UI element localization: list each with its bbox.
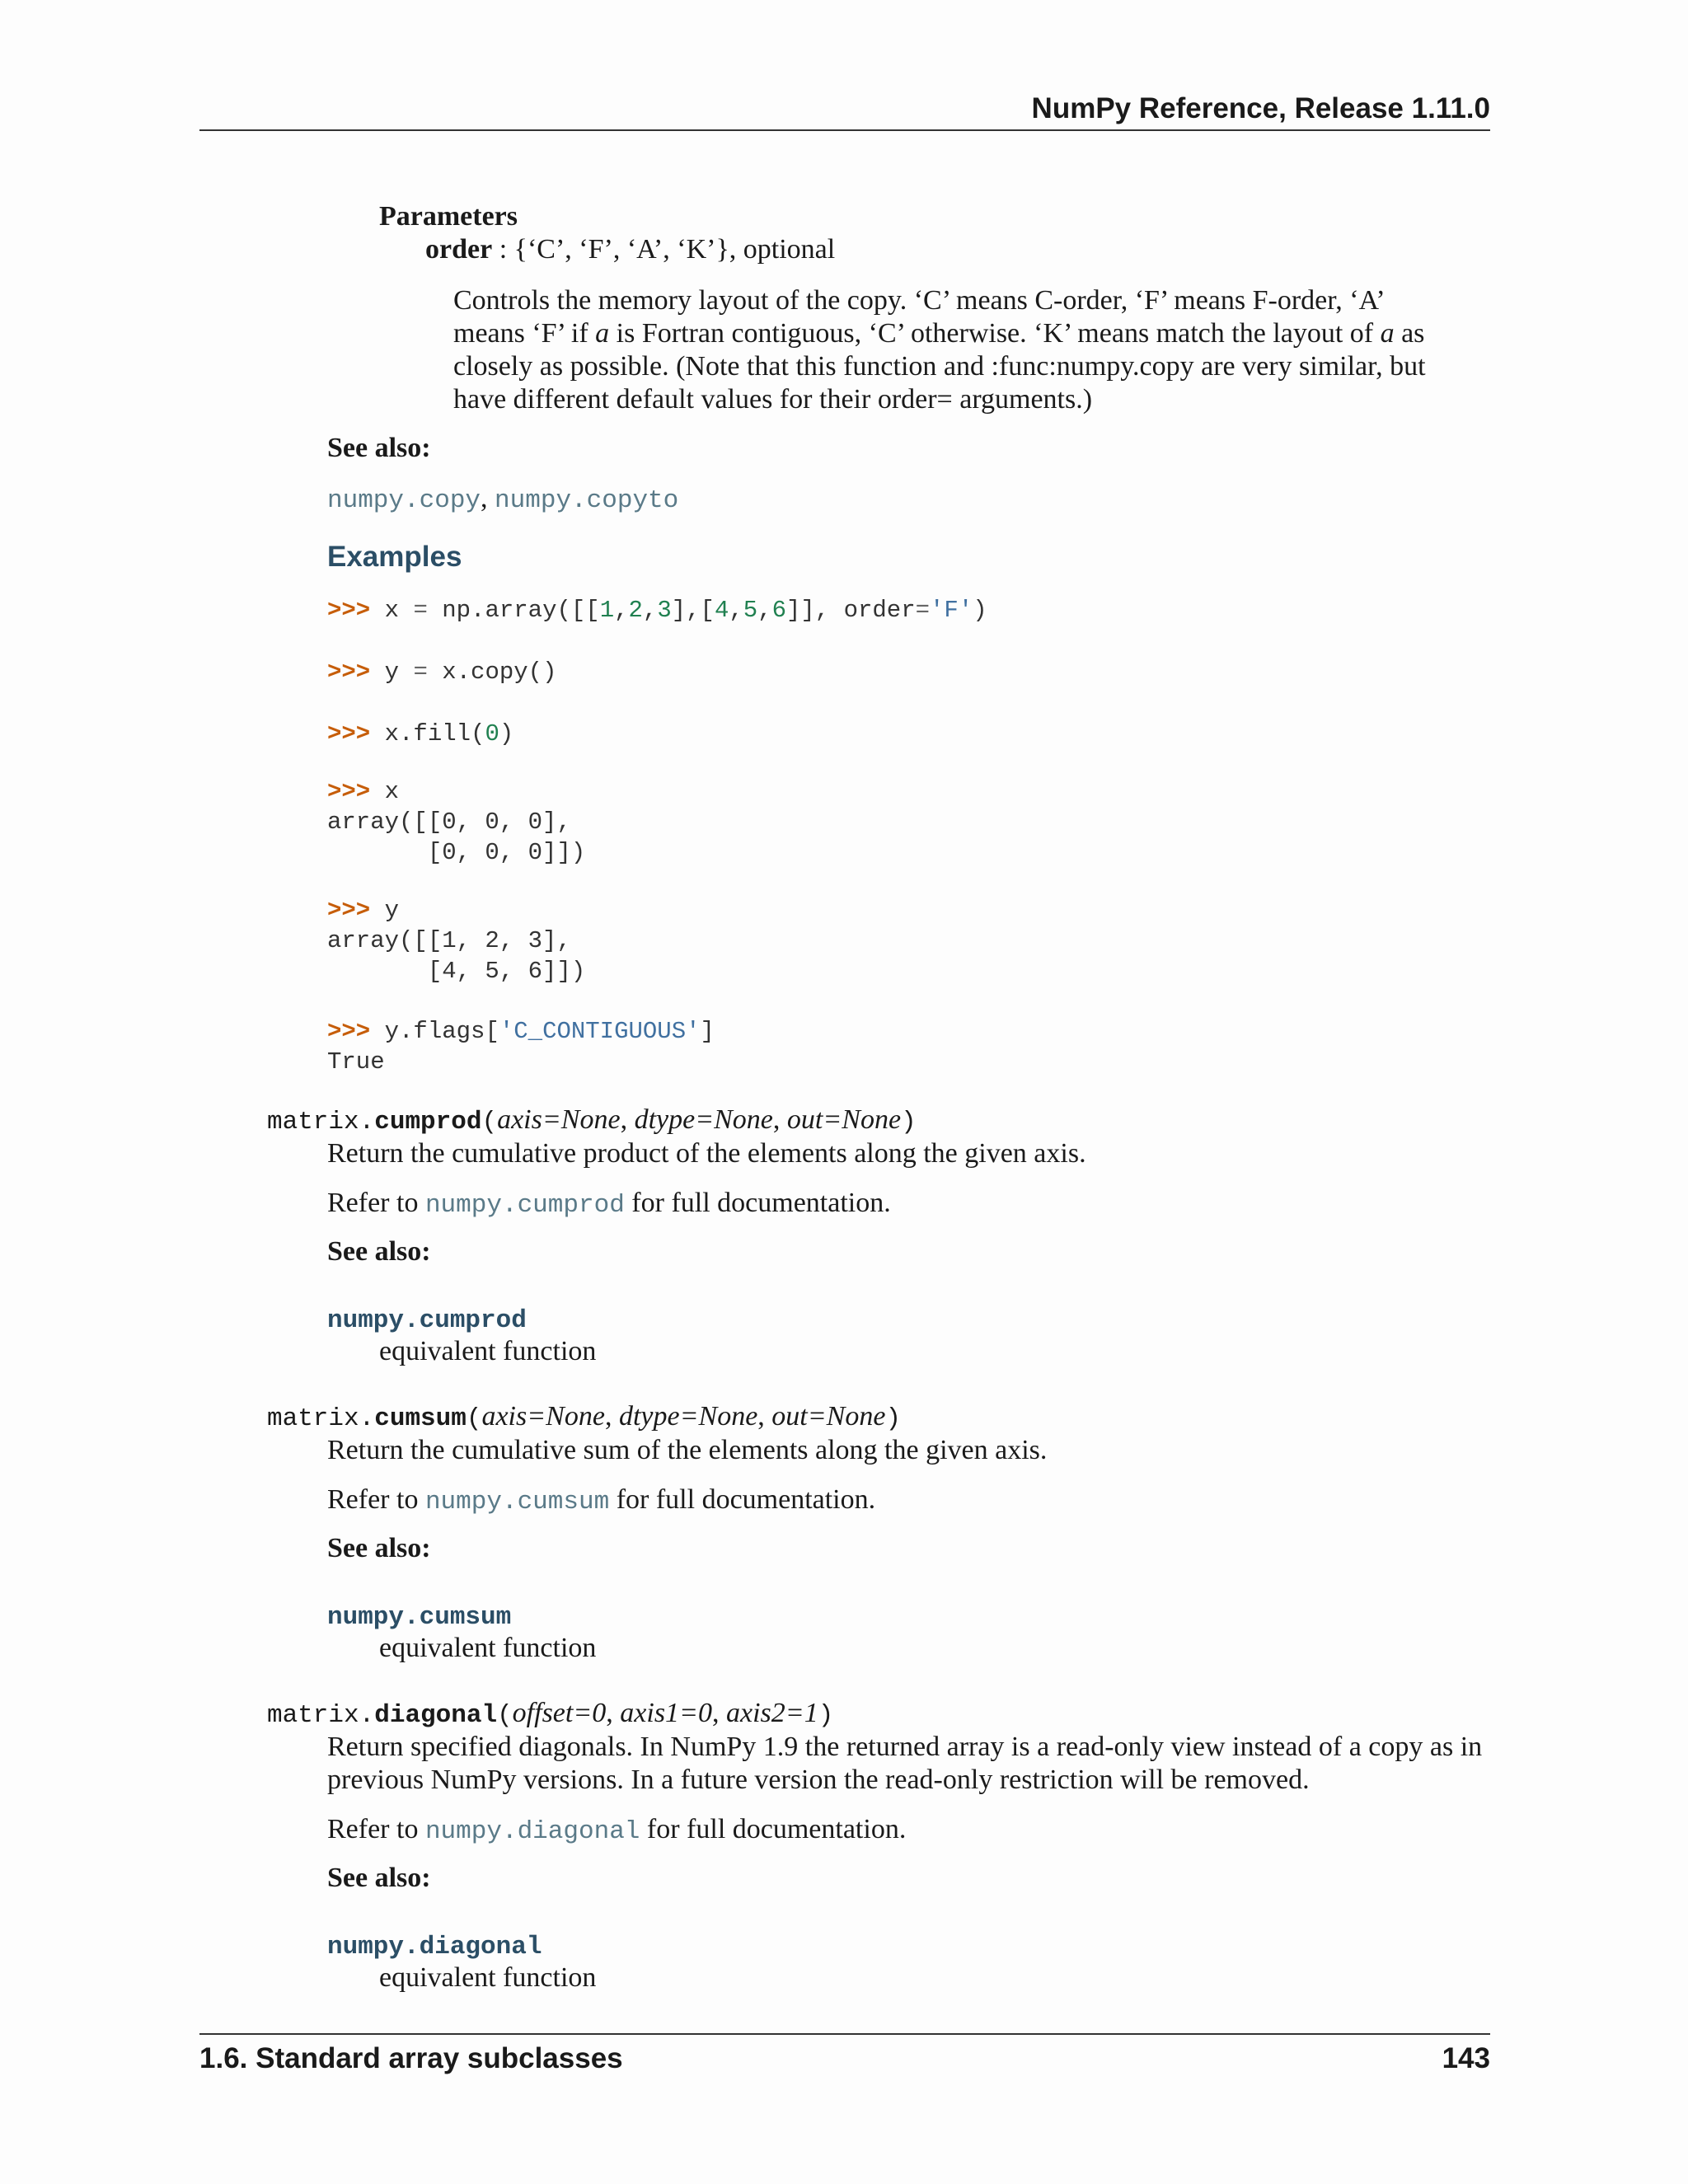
running-header: NumPy Reference, Release 1.11.0 (1031, 92, 1490, 124)
link-numpy-cumsum-bold[interactable]: numpy.cumsum (327, 1603, 512, 1632)
method-signature-diagonal: matrix.diagonal(offset=0, axis1=0, axis2=1) (267, 1698, 834, 1730)
method-signature-cumprod: matrix.cumprod(axis=None, dtype=None, out=None) (267, 1104, 917, 1137)
cumprod-description: Return the cumulative product of the elements along the given axis. (327, 1138, 1086, 1169)
link-numpy-cumsum[interactable]: numpy.cumsum (424, 1488, 610, 1516)
cumprod-see-also-label: See also: (327, 1236, 431, 1267)
example-line-2: >>> y = x.copy() (327, 658, 557, 686)
diagonal-description (327, 1731, 1482, 1797)
cumprod-refer: Refer to numpy.cumprod for full documentation. (327, 1188, 891, 1220)
page-number: 143 (1442, 2042, 1490, 2074)
diagonal-see-also-label: See also: (327, 1863, 431, 1893)
cumsum-refer: Refer to numpy.cumsum for full documentation. (327, 1484, 876, 1516)
desc-line-2: means ‘F’ if a is Fortran contiguous, ‘C’ otherwise. ‘K’ means match the layout of a as (453, 318, 1425, 349)
desc-line-3: closely as possible. (Note that this function and :func:numpy.copy are very similar, but (453, 351, 1426, 382)
diagonal-desc-line-2: previous NumPy versions. In a future version the read-only restriction will be removed. (327, 1765, 1310, 1795)
footer-rule (199, 2033, 1490, 2035)
link-numpy-copyto[interactable]: numpy.copyto (495, 486, 679, 515)
link-numpy-cumprod-bold[interactable]: numpy.cumprod (327, 1306, 527, 1335)
param-name: order (425, 234, 493, 265)
header-rule (199, 129, 1490, 131)
cumsum-see-also-label: See also: (327, 1533, 431, 1563)
desc-line-4: have different default values for their order= arguments.) (453, 384, 1093, 415)
cumsum-see-also-desc: equivalent function (379, 1633, 597, 1663)
example-block-6: >>> y.flags['C_CONTIGUOUS'] True (327, 1018, 715, 1076)
examples-heading: Examples (327, 541, 462, 573)
footer-section: 1.6. Standard array subclasses (199, 2042, 623, 2074)
see-also-links: numpy.copy, numpy.copyto (327, 483, 679, 515)
cumprod-see-also-link (327, 1302, 527, 1338)
diagonal-refer: Refer to numpy.diagonal for full documentation. (327, 1814, 907, 1846)
see-also-label: See also: (327, 433, 431, 463)
cumprod-see-also-desc: equivalent function (379, 1336, 597, 1366)
example-line-1: >>> x = np.array([[1,2,3],[4,5,6]], order='F') (327, 597, 987, 624)
diagonal-see-also-link (327, 1929, 542, 1964)
example-block-5: >>> y array([[1, 2, 3], [4, 5, 6]]) (327, 897, 586, 985)
param-type: : {‘C’, ‘F’, ‘A’, ‘K’}, optional (492, 234, 836, 265)
param-order (425, 233, 835, 266)
cumsum-description: Return the cumulative sum of the elements along the given axis. (327, 1435, 1048, 1465)
diagonal-see-also-desc: equivalent function (379, 1962, 597, 1993)
link-numpy-copy[interactable]: numpy.copy (327, 486, 481, 515)
diagonal-desc-line-1: Return specified diagonals. In NumPy 1.9 the returned array is a read-only view instead of a copy as in (327, 1732, 1483, 1762)
link-numpy-diagonal[interactable]: numpy.diagonal (424, 1817, 640, 1846)
parameters-heading: Parameters (379, 201, 518, 232)
link-numpy-diagonal-bold[interactable]: numpy.diagonal (327, 1933, 542, 1961)
example-line-3: >>> x.fill(0) (327, 720, 514, 748)
example-block-4: >>> x array([[0, 0, 0], [0, 0, 0]]) (327, 778, 586, 866)
param-description (453, 284, 1426, 416)
desc-line-1: Controls the memory layout of the copy. ‘C’ means C-order, ‘F’ means F-order, ‘A’ (453, 285, 1386, 316)
link-numpy-cumprod[interactable]: numpy.cumprod (424, 1191, 625, 1220)
method-signature-cumsum: matrix.cumsum(axis=None, dtype=None, out=None) (267, 1401, 902, 1433)
cumsum-see-also-link (327, 1599, 511, 1634)
